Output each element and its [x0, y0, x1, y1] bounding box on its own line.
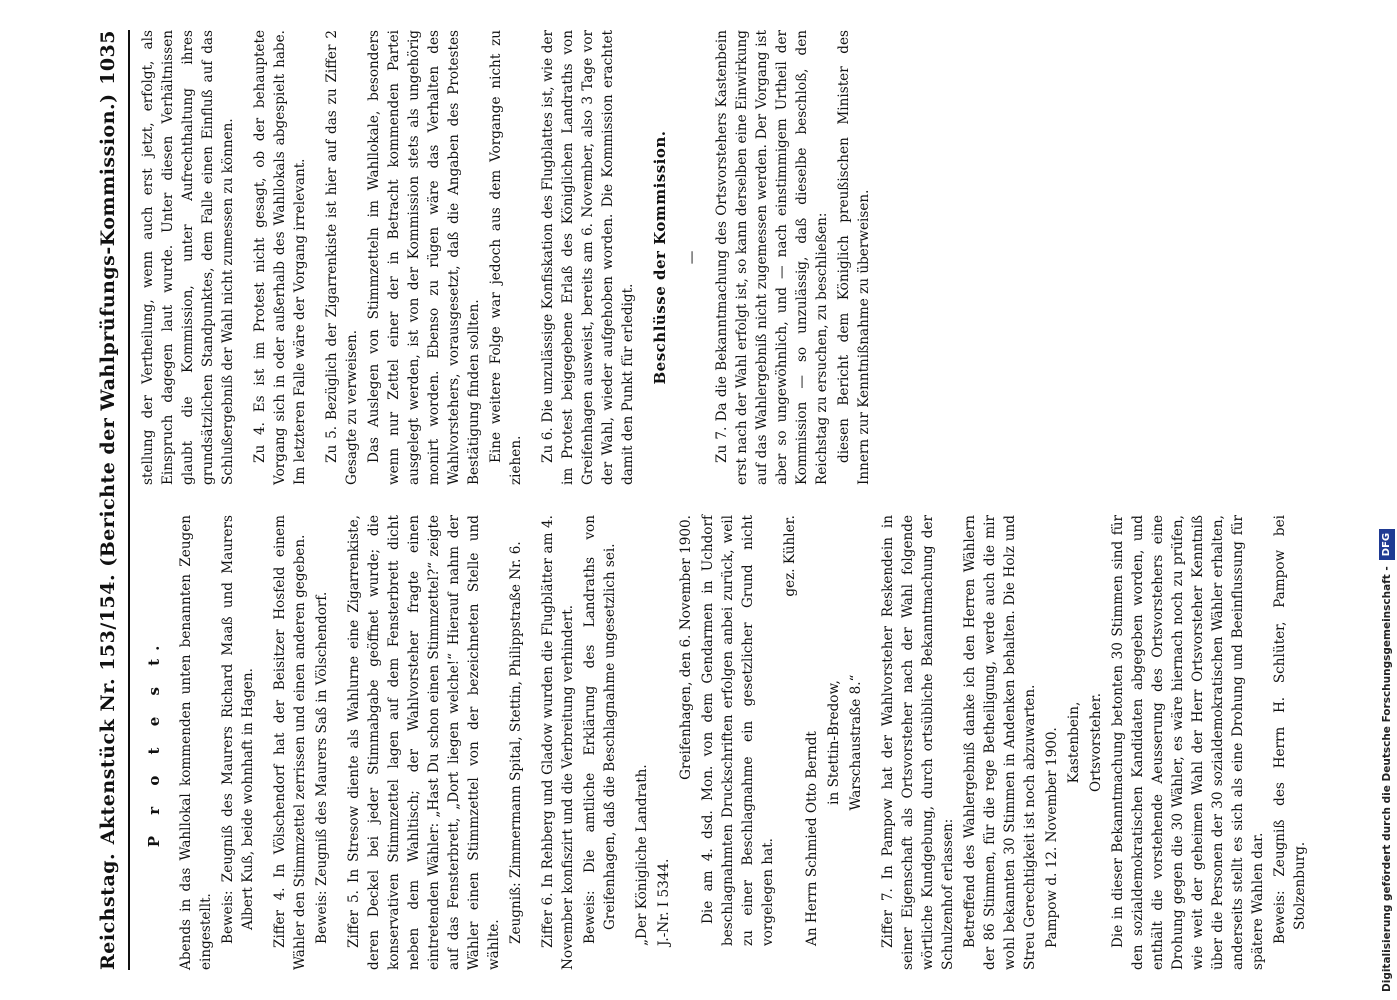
- resolution-text: diesen Bericht dem Königlich preußischen Minister des Innern zur Kenntnißnahme zu überweisen.: [836, 30, 872, 485]
- paragraph: Ziffer 4. In Völschendorf hat der Beisitzer Hosfeld einem Wähler den Stimmzettel zerrissen und einen anderen gegeben.: [272, 515, 308, 970]
- evidence-paragraph: Beweis: Zeugniß des Maurers Richard Maaß und Maurers Albert Kuß, beide wohnhaft in Hagen.: [220, 515, 256, 944]
- notice-signature-title: Ortsvorsteher.: [1088, 692, 1104, 793]
- evidence-paragraph: Beweis: Die amtliche Erklärung des Landraths von Greifenhagen, daß die Beschlagnahme ungesetzlich sei.: [582, 515, 618, 944]
- evidence-paragraph: Beweis: Zeugniß des Herrn H. Schlüter, Pampow bei Stolzenburg.: [1272, 515, 1308, 944]
- right-column: [138, 30, 1178, 485]
- header-reichstag: Reichstag.: [97, 852, 119, 970]
- notice-signature: Kastenbein,: [1066, 701, 1082, 784]
- resolutions-heading: Beschlüsse der Kommission.: [651, 130, 669, 385]
- paragraph: Zu 4. Es ist im Protest nicht gesagt, ob der behauptete Vorgang sich in oder außerhalb des Wahllokals abgespielt habe. Im letzteren Falle wäre der Vorgang irrelevant.: [252, 30, 308, 485]
- separator-dash: —: [684, 250, 700, 265]
- paragraph: Eine weitere Folge war jedoch aus dem Vorgange nicht zu ziehen.: [488, 30, 524, 485]
- page-number: 1035: [97, 30, 119, 85]
- letter-address: Warschaustraße 8.“: [848, 674, 864, 811]
- protest-heading: P r o t e s t.: [145, 637, 163, 848]
- paragraph: Zu 6. Die unzulässige Konfiskation des Flugblattes ist, wie der im Protest beigegebene Erlaß des Königlichen Landraths von Greifenhagen ausweist, bereits am 6. November, also 3 Tage vor der Wahl, wieder aufgehoben worden. Die Kommission erachtet damit den Punkt für erledigt.: [540, 30, 636, 485]
- credit-text: Digitalisierung gefördert durch die Deutsche Forschungsgemeinschaft -: [1381, 566, 1393, 992]
- paragraph: Abends in das Wahllokal kommenden unten benannten Zeugen eingestellt.: [178, 515, 214, 970]
- paragraph: Zu 7. Da die Bekanntmachung des Ortsvorstehers Kastenbein erst nach der Wahl erfolgt ist, so kann derselben eine Einwirkung auf das Wahlergebniß nicht zugemessen werden. Der Vorgang ist aber so ungewöhnlich, und — nach einstimmigem Urtheil der Kommission — so unzulässig, daß dieselbe beschloß, den Reichstag zu ersuchen, zu beschließen:: [714, 30, 830, 485]
- letter-address: in Stettin-Bredow,: [826, 680, 842, 805]
- paragraph: Die in dieser Bekanntmachung betonten 30 Stimmen sind für den sozialdemokratischen Kandidaten abgegeben worden, und enthält die vorstehende Aeusserung des Ortsvorstehers eine Drohung gegen die 30 Wähler, es wäre hiernach noch zu prüfen, wie weit der geheimen Wahl der Herr Ortsvorsteher Kenntniß über die Personen der 30 sozialdemokratischen Wähler erhalten, anderseits stellt es sich als eine Drohung und Beeinflussung für spätere Wahlen dar.: [1110, 515, 1266, 970]
- left-column: [138, 515, 1308, 970]
- evidence-paragraph: Beweis: Zeugniß des Maurers Saß in Völschendorf.: [314, 591, 330, 944]
- letter-address: An Herrn Schmied Otto Berndt: [804, 731, 820, 946]
- letter-reference: J.-Nr. I 5344.: [656, 858, 672, 946]
- evidence-paragraph: Zeugniß: Zimmermann Spital, Stettin, Philippstraße Nr. 6.: [508, 541, 524, 944]
- header-document-title: Aktenstück Nr. 153/154. (Berichte der Wahlprüfungs-Kommission.): [97, 93, 119, 845]
- page-header: [88, 30, 130, 970]
- paragraph: Ziffer 7. In Pampow hat der Wahlvorsteher Reskendein in seiner Eigenschaft als Ortsvorsteher nach der Wahl folgende wörtliche Kundgebung, durch ortsübliche Bekanntmachung der Schulzenhof erlassen:: [880, 515, 956, 970]
- notice-date: Pampow d. 12. November 1900.: [1044, 727, 1060, 948]
- dfg-logo: DFG: [1379, 529, 1395, 560]
- letter-place-date: Greifenhagen, den 6. November 1900.: [678, 515, 694, 780]
- paragraph: Ziffer 6. In Rehberg und Gladow wurden die Flugblätter am 4. November konfiszirt und die Verbreitung verhindert.: [540, 515, 576, 970]
- paragraph: stellung der Vertheilung, wenn auch erst jetzt, erfolgt, als Einspruch dagegen laut wurde. Unter diesen Verhältnissen glaubt die Kommission, unter Aufrechthaltung ihres grundsätzlichen Standpunktes, dem Falle einen Einfluß auf das Schlußergebniß der Wahl nicht zumessen zu können.: [140, 30, 236, 485]
- quoted-notice: Betreffend des Wahlergebniß danke ich den Herren Wählern der 86 Stimmen, für die rege Betheiligung, werde auch die mir wohl bekannten 30 Stimmen in Andenken behalten. Die Holz und Streu Gerechtigkeit ist noch abzuwarten.: [962, 515, 1038, 970]
- paragraph: Ziffer 5. In Stresow diente als Wahlurne eine Zigarrenkiste, deren Deckel bei jeder Stimmabgabe geöffnet wurde; die konservativen Stimmzettel lagen auf dem Fensterbrett dicht neben dem Wahltisch; der Wahlvorsteher fragte einen eintretenden Wähler: „Hast Du schon einen Stimmzettel?“ zeigte auf das Fensterbrett, „Dort liegen welche!“ Hierauf nahm der Wähler einen Stimmzettel von der bezeichneten Stelle und wählte.: [346, 515, 502, 970]
- letter-signature: gez. Kühler.: [782, 515, 798, 597]
- paragraph: Zu 5. Bezüglich der Zigarrenkiste ist hier auf das zu Ziffer 2 Gesagte zu verweisen.: [324, 30, 360, 485]
- digitization-credit: [1378, 8, 1396, 992]
- paragraph: Das Auslegen von Stimmzetteln im Wahllokale, besonders wenn nur Zettel einer der in Betracht kommenden Partei ausgelegt werden, ist von der Kommission stets als ungehörig monirt worden. Ebenso zu rügen wäre das Verhalten des Wahlvorstehers, vorausgesetzt, daß die Angaben des Protestes Bestätigung finden sollten.: [366, 30, 482, 485]
- letter-head: „Der Königliche Landrath.: [634, 764, 650, 946]
- letter-body: Die am 4. dsd. Mon. von dem Gendarmen in Uchdorf beschlagnahmten Druckschriften erfolgen anbei zurück, weil zu einer Beschlagnahme ein gesetzlicher Grund nicht vorgelegen hat.: [700, 515, 776, 946]
